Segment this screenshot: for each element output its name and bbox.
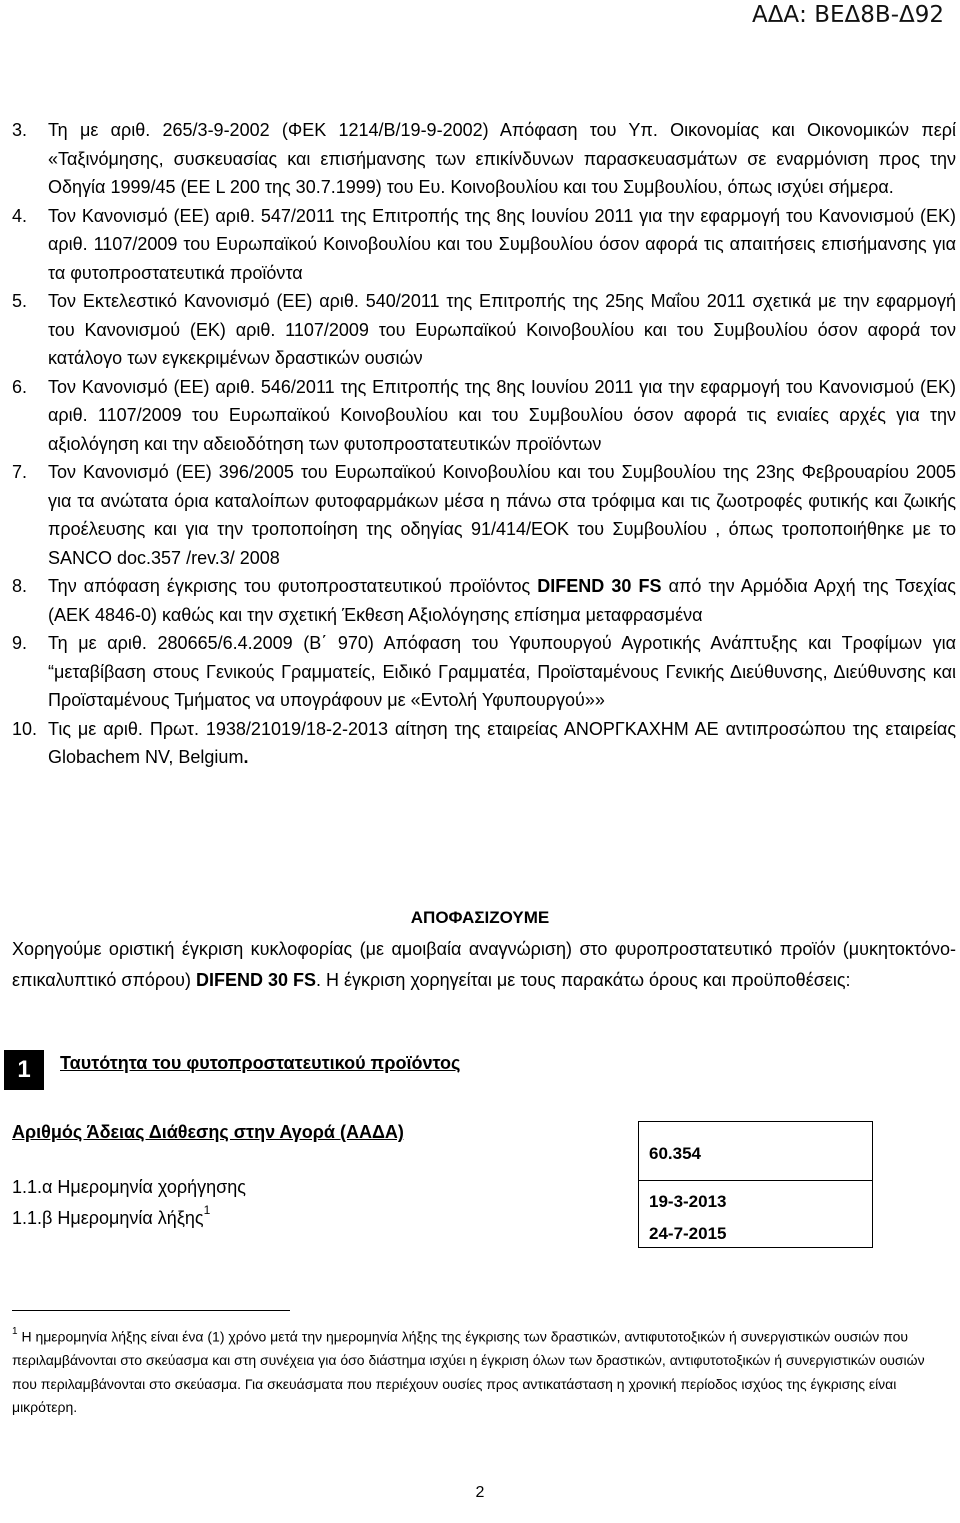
expiry-date-value: 24-7-2015: [649, 1224, 727, 1243]
ada-code-header: ΑΔΑ: ΒΕΔ8Β-Δ92: [751, 2, 944, 28]
list-item: 3. Τη με αριθ. 265/3-9-2002 (ΦΕΚ 1214/Β/19-9-2002) Απόφαση του Υπ. Οικονομίας και Οικονομικών περί «Ταξινόμησης, συσκευασίας και επισήμανσης των επικίνδυνων παρασκευασμάτων σε εναρμόνιση προς την Οδηγία 1999/45 (ΕΕ L 200 της 30.7.1999) του Ευ. Κοινοβουλίου και του Συμβουλίου, όπως ισχύει σήμερα.: [12, 120, 956, 197]
footnote-separator: [12, 1310, 290, 1311]
grant-date-label: 1.1.α Ημερομηνία χορήγησης: [12, 1177, 246, 1197]
product-name: DIFEND 30 FS: [196, 970, 317, 990]
list-item: 10. Τις με αριθ. Πρωτ. 1938/21019/18-2-2013 αίτηση της εταιρείας ΑΝΟΡΓΚΑΧΗΜ ΑΕ αντιπροσώπου της εταιρείας Globachem NV, Belgium.: [12, 718, 956, 767]
list-item: 8. Την απόφαση έγκρισης του φυτοπροστατευτικού προϊόντος DIFEND 30 FS από την Αρμόδια Αρχή της Τσεχίας (ΑΕΚ 4846-0) καθώς και την σχετική Έκθεση Αξιολόγησης επίσημα μεταφρασμένα: [12, 576, 956, 625]
list-item: 4. Τον Κανονισμό (ΕΕ) αριθ. 547/2011 της Επιτροπής της 8ης Ιουνίου 2011 για την εφαρμογή του Κανονισμού (ΕΚ) αριθ. 1107/2009 του Ευρωπαϊκού Κοινοβουλίου και του Συμβουλίου όσον αφορά τις απαιτήσεις επισήμανσης για τα φυτοπροστατευτικά προϊόντα: [12, 205, 956, 283]
list-item: 5. Τον Εκτελεστικό Κανονισμό (ΕΕ) αριθ. 540/2011 της Επιτροπής της 25ης Μαΐου 2011 σχετικά με την εφαρμογή του Κανονισμού (ΕΚ) αριθ. 1107/2009 του Ευρωπαϊκού Κοινοβουλίου και του Συμβουλίου όσον αφορά τον κατάλογο των εγκεκριμένων δραστικών ουσιών: [12, 291, 956, 368]
product-name: DIFEND 30 FS: [537, 576, 662, 596]
list-item: 9. Τη με αριθ. 280665/6.4.2009 (Β΄ 970) Απόφαση του Υφυπουργού Αγροτικής Ανάπτυξης και Τροφίμων για “μεταβίβαση στους Γενικούς Γραμματείς, Ειδικό Γραμματέα, Προϊσταμένους Γενικής Διεύθυνσης, Διεύθυνσης και Προϊσταμένους Τμήματος να υπογράφουν με «Εντολή Υφυπουργού»»: [12, 633, 956, 710]
footnote-reference: 1: [203, 1203, 211, 1217]
values-divider: [639, 1180, 872, 1181]
expiry-date-label: 1.1.β Ημερομηνία λήξης$^1$: [12, 1203, 211, 1228]
page-number: 2: [475, 1484, 485, 1501]
aada-label: Αριθμός Άδειας Διάθεσης στην Αγορά (ΑΑΔΑ): [12, 1122, 404, 1142]
section-title: Ταυτότητα του φυτοπροστατευτικού προϊόντος: [60, 1053, 461, 1073]
values-box: [638, 1121, 873, 1248]
legal-basis-list: [12, 116, 956, 772]
grant-date-value: 19-3-2013: [649, 1192, 727, 1211]
footnote: $^1$ Η ημερομηνία λήξης είναι ένα (1) χρόνο μετά την ημερομηνία λήξης της έγκρισης των δραστικών, αντιφυτοτοξικών ή συνεργιστικών ουσιών που περιλαμβάνονται στο σκεύασμα και στη συνέχεια για όσο διάστημα ισχύει η έγκριση όλων των δραστικών, αντιφυτοτοξικών ή συνεργιστικών ουσιών που περιλαμβάνονται στο σκεύασμα. Για σκευάσματα που περιέχουν ουσίες προς αντικατάσταση η χρονική περίοδος ισχύος της έγκρισης είναι μικρότερη.: [12, 1326, 925, 1416]
list-item: 7. Τον Κανονισμό (ΕΕ) 396/2005 του Ευρωπαϊκού Κοινοβουλίου και του Συμβουλίου της 23ης Φεβρουαρίου 2005 για τα ανώτατα όρια καταλοίπων φυτοφαρμάκων μέσα η πάνω στα τρόφιμα και τις ζωοτροφές φυτικής και ζωικής προέλευσης και για την τροποποίηση της οδηγίας 91/414/ΕΟΚ του Συμβουλίου , όπως τροποποιήθηκε με το SANCO doc.357 /rev.3/ 2008: [12, 462, 956, 568]
aada-value: 60.354: [649, 1144, 701, 1163]
list-item: 6. Τον Κανονισμό (ΕΕ) αριθ. 546/2011 της Επιτροπής της 8ης Ιουνίου 2011 για την εφαρμογή του Κανονισμού (ΕΚ) αριθ. 1107/2009 του Ευρωπαϊκού Κοινοβουλίου και του Συμβουλίου όσον αφορά τις ενιαίες αρχές για την αξιολόγηση και την αδειοδότηση των φυτοπροστατευτικών προϊόντων: [12, 376, 956, 454]
decision-heading: ΑΠΟΦΑΣΙΖΟΥΜΕ: [410, 908, 550, 927]
grant-paragraph: Χορηγούμε οριστική έγκριση κυκλοφορίας (με αμοιβαία αναγνώριση) στο φυροπροστατευτικό προϊόν (μυκητοκτόνο-επικαλυπτικό σπόρου) DIFEND 30 FS. Η έγκριση χορηγείται με τους παρακάτω όρους και προϋποθέσεις:: [12, 939, 956, 990]
section-number-badge: 1: [4, 1050, 44, 1090]
